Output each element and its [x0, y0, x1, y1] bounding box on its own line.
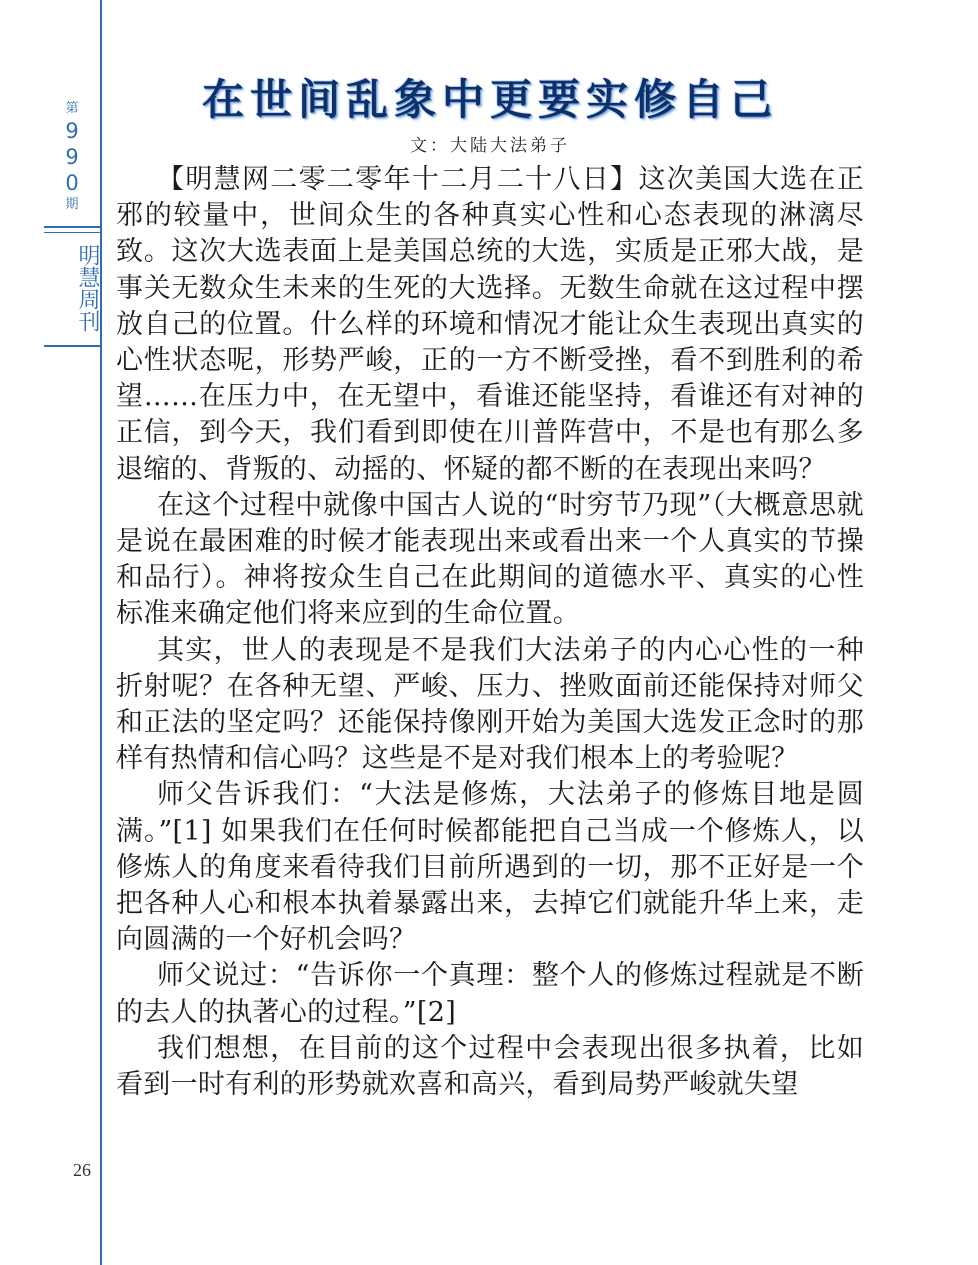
issue-prefix: 第: [65, 101, 79, 116]
paragraph: 其实，世人的表现是不是我们大法弟子的内心心性的一种折射呢？在各种无望、严峻、压力、挫败面前还能保持对师父和正法的坚定吗？还能保持像刚开始为美国大选发正念时的那样有热情和信心吗？这些是不是对我们根本上的考验呢？: [116, 634, 864, 775]
sidebar-divider: [44, 226, 102, 228]
issue-digit: 9: [65, 145, 79, 169]
paragraph: 师父说过：“告诉你一个真理：整个人的修炼过程就是不断的去人的执著心的过程。”[2]: [116, 960, 864, 1028]
sidebar-divider: [44, 232, 102, 233]
publication-name: 明慧周刊: [75, 244, 100, 332]
paragraph: 师父告诉我们：“大法是修炼，大法弟子的修炼目地是圆满。”[1] 如果我们在任何时候都能把自己当成一个修炼人，以修炼人的角度来看待我们目前所遇到的一切，那不正好是一个把各种人心和根本执着暴露出来，去掉它们就能升华上来，走向圆满的一个好机会吗？: [116, 779, 864, 956]
issue-digit: 0: [65, 171, 79, 195]
issue-digit: 9: [65, 119, 79, 143]
article-body: [116, 162, 864, 1103]
paragraph: 在这个过程中就像中国古人说的“时穷节乃现”（大概意思就是说在最困难的时候才能表现出来或看出来一个人真实的节操和品行）。神将按众生自己在此期间的道德水平、真实的心性标准来确定他们将来应到的生命位置。: [116, 489, 864, 630]
margin-rule: [100, 0, 102, 1265]
issue-suffix: 期: [65, 197, 79, 212]
paragraph: 我们想想，在目前的这个过程中会表现出很多执着，比如看到一时有利的形势就欢喜和高兴，看到局势严峻就失望: [116, 1032, 864, 1101]
page-number: 26: [73, 1160, 91, 1180]
article-title: 在世间乱象中更要实修自己: [201, 75, 778, 124]
issue-number-block: [44, 100, 100, 214]
sidebar-divider: [44, 345, 102, 347]
article-byline: 文：大陆大法弟子: [410, 136, 570, 156]
paragraph: 【明慧网二零二零年十二月二十八日】这次美国大选在正邪的较量中，世间众生的各种真实心性和心态表现的淋漓尽致。这次大选表面上是美国总统的大选，实质是正邪大战，是事关无数众生未来的生死的大选择。无数生命就在这过程中摆放自己的位置。什么样的环境和情况才能让众生表现出真实的心性状态呢，形势严峻，正的一方不断受挫，看不到胜利的希望……在压力中，在无望中，看谁还能坚持，看谁还有对神的正信，到今天，我们看到即使在川普阵营中，不是也有那么多退缩的、背叛的、动摇的、怀疑的都不断的在表现出来吗？: [116, 164, 864, 485]
